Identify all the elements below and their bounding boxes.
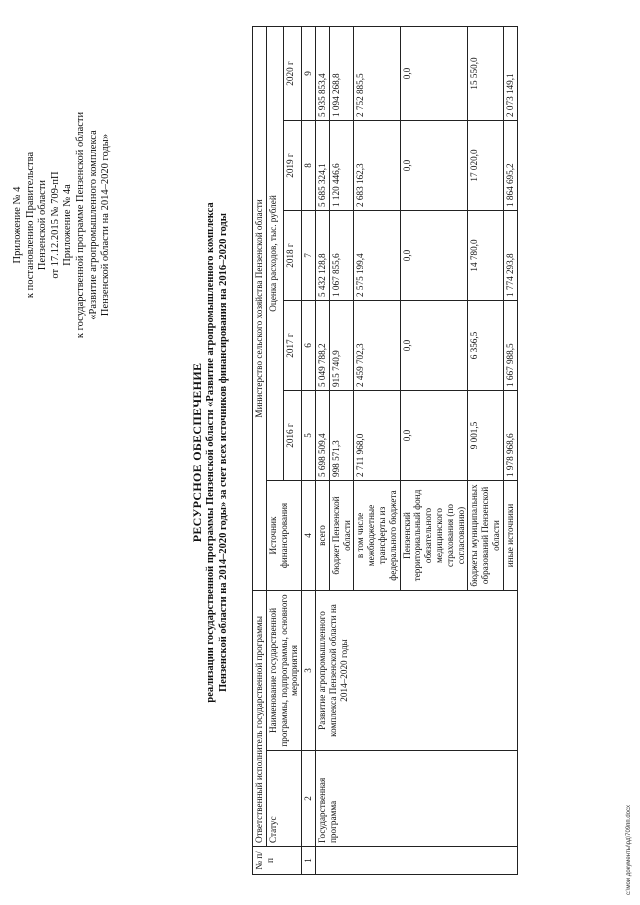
- executor-row: [253, 26, 267, 874]
- appendix-header: [12, 15, 113, 435]
- value-cell: 1 120 446,6: [329, 121, 354, 211]
- value-cell: 1 667 988,5: [503, 301, 517, 391]
- value-cell: 14 780,0: [468, 211, 503, 301]
- value-cell: 1 774 293,8: [503, 211, 517, 301]
- value-cell: 0,0: [400, 391, 468, 481]
- value-cell: 17 020,0: [468, 121, 503, 211]
- source-cell: бюджеты муниципальных образований Пензенской области: [468, 481, 503, 591]
- header-name: Наименование государственной программы, подпрограммы, основного мероприятия: [266, 591, 301, 751]
- row-number: [315, 847, 517, 875]
- value-cell: 2 711 968,0: [354, 391, 400, 481]
- value-cell: 0,0: [400, 121, 468, 211]
- source-cell: иные источники: [503, 481, 517, 591]
- value-cell: 1 978 968,6: [503, 391, 517, 481]
- header-line: «Развитие агропромышленного комплекса: [87, 130, 99, 320]
- year-cell: 2016 г: [284, 391, 302, 481]
- value-cell: 5 698 509,4: [315, 391, 329, 481]
- file-path-footer: c:\мои документы\рд\709пп.docx: [626, 805, 632, 895]
- header-line: Приложение № 4: [12, 186, 23, 264]
- value-cell: 5 935 853,4: [315, 26, 329, 120]
- header-executor-value: Министерство сельского хозяйства Пензенской области: [253, 26, 267, 590]
- source-cell: в том числе межбюджетные трансферты из федерального бюджета: [354, 481, 400, 591]
- header-executor: Ответственный исполнитель государственной программы: [253, 591, 267, 847]
- header-status: Статус: [266, 751, 301, 847]
- colnum-cell: 2: [302, 751, 316, 847]
- value-cell: 0,0: [400, 26, 468, 120]
- resource-table: [252, 26, 518, 875]
- value-cell: 5 049 788,2: [315, 301, 329, 391]
- table-row: [315, 26, 329, 874]
- value-cell: 0,0: [400, 211, 468, 301]
- value-cell: 2 459 702,3: [354, 301, 400, 391]
- year-cell: 2019 г: [284, 121, 302, 211]
- header-line: Приложение № 4а: [62, 184, 74, 266]
- value-cell: 5 685 324,1: [315, 121, 329, 211]
- colnum-cell: 6: [302, 301, 316, 391]
- colnum-cell: 1: [302, 847, 316, 875]
- value-cell: 2 683 162,3: [354, 121, 400, 211]
- source-cell: бюджет Пензенской области: [329, 481, 354, 591]
- colnum-cell: 5: [302, 391, 316, 481]
- value-cell: 15 550,0: [468, 26, 503, 120]
- value-cell: 1 094 268,8: [329, 26, 354, 120]
- value-cell: 998 571,3: [329, 391, 354, 481]
- header-num: № п/п: [253, 847, 302, 875]
- title-main: РЕСУРСНОЕ ОБЕСПЕЧЕНИЕ: [190, 362, 204, 543]
- source-cell: всего: [315, 481, 329, 591]
- header-line: Пензенской области: [37, 179, 49, 271]
- document-title: [190, 20, 230, 885]
- value-cell: 1 864 695,2: [503, 121, 517, 211]
- colnum-cell: 4: [302, 481, 316, 591]
- program-name-cell: Развитие агропромышленного комплекса Пензенской области на 2014–2020 годы: [315, 591, 517, 751]
- title-sub-1: реализации государственной программы Пензенской области «Развитие агропромышленного комплекса: [205, 202, 216, 703]
- value-cell: 6 356,5: [468, 301, 503, 391]
- value-cell: 915 740,9: [329, 301, 354, 391]
- header-estimate: Оценка расходов, тыс. рублей: [266, 26, 284, 480]
- value-cell: 1 067 855,6: [329, 211, 354, 301]
- status-cell: Государственная программа: [315, 751, 517, 847]
- value-cell: 2 752 885,5: [354, 26, 400, 120]
- year-cell: 2020 г: [284, 26, 302, 120]
- value-cell: 5 432 128,8: [315, 211, 329, 301]
- source-cell: Пензенский территориальный фонд обязательного медицинского страхования (по согласованию): [400, 481, 468, 591]
- value-cell: 2 575 199,4: [354, 211, 400, 301]
- header-row: [266, 26, 284, 874]
- year-cell: 2018 г: [284, 211, 302, 301]
- value-cell: 9 001,5: [468, 391, 503, 481]
- colnum-cell: 9: [302, 26, 316, 120]
- header-line: Пензенской области на 2014–2020 годы»: [100, 133, 112, 317]
- colnum-cell: 3: [302, 591, 316, 751]
- colnum-cell: 7: [302, 211, 316, 301]
- year-cell: 2017 г: [284, 301, 302, 391]
- colnum-cell: 8: [302, 121, 316, 211]
- value-cell: 0,0: [400, 301, 468, 391]
- title-sub-2: Пензенской области на 2014–2020 годы» за счет всех источников финансирования на 2016–2020 годы: [218, 213, 229, 692]
- value-cell: 2 073 149,1: [503, 26, 517, 120]
- column-numbers-row: [302, 26, 316, 874]
- header-line: от 17.12.2015 № 709-пП: [49, 171, 61, 279]
- header-line: к государственной программе Пензенской области: [74, 111, 86, 339]
- header-source: Источник финансирования: [266, 481, 301, 591]
- header-line: к постановлению Правительства: [24, 151, 36, 299]
